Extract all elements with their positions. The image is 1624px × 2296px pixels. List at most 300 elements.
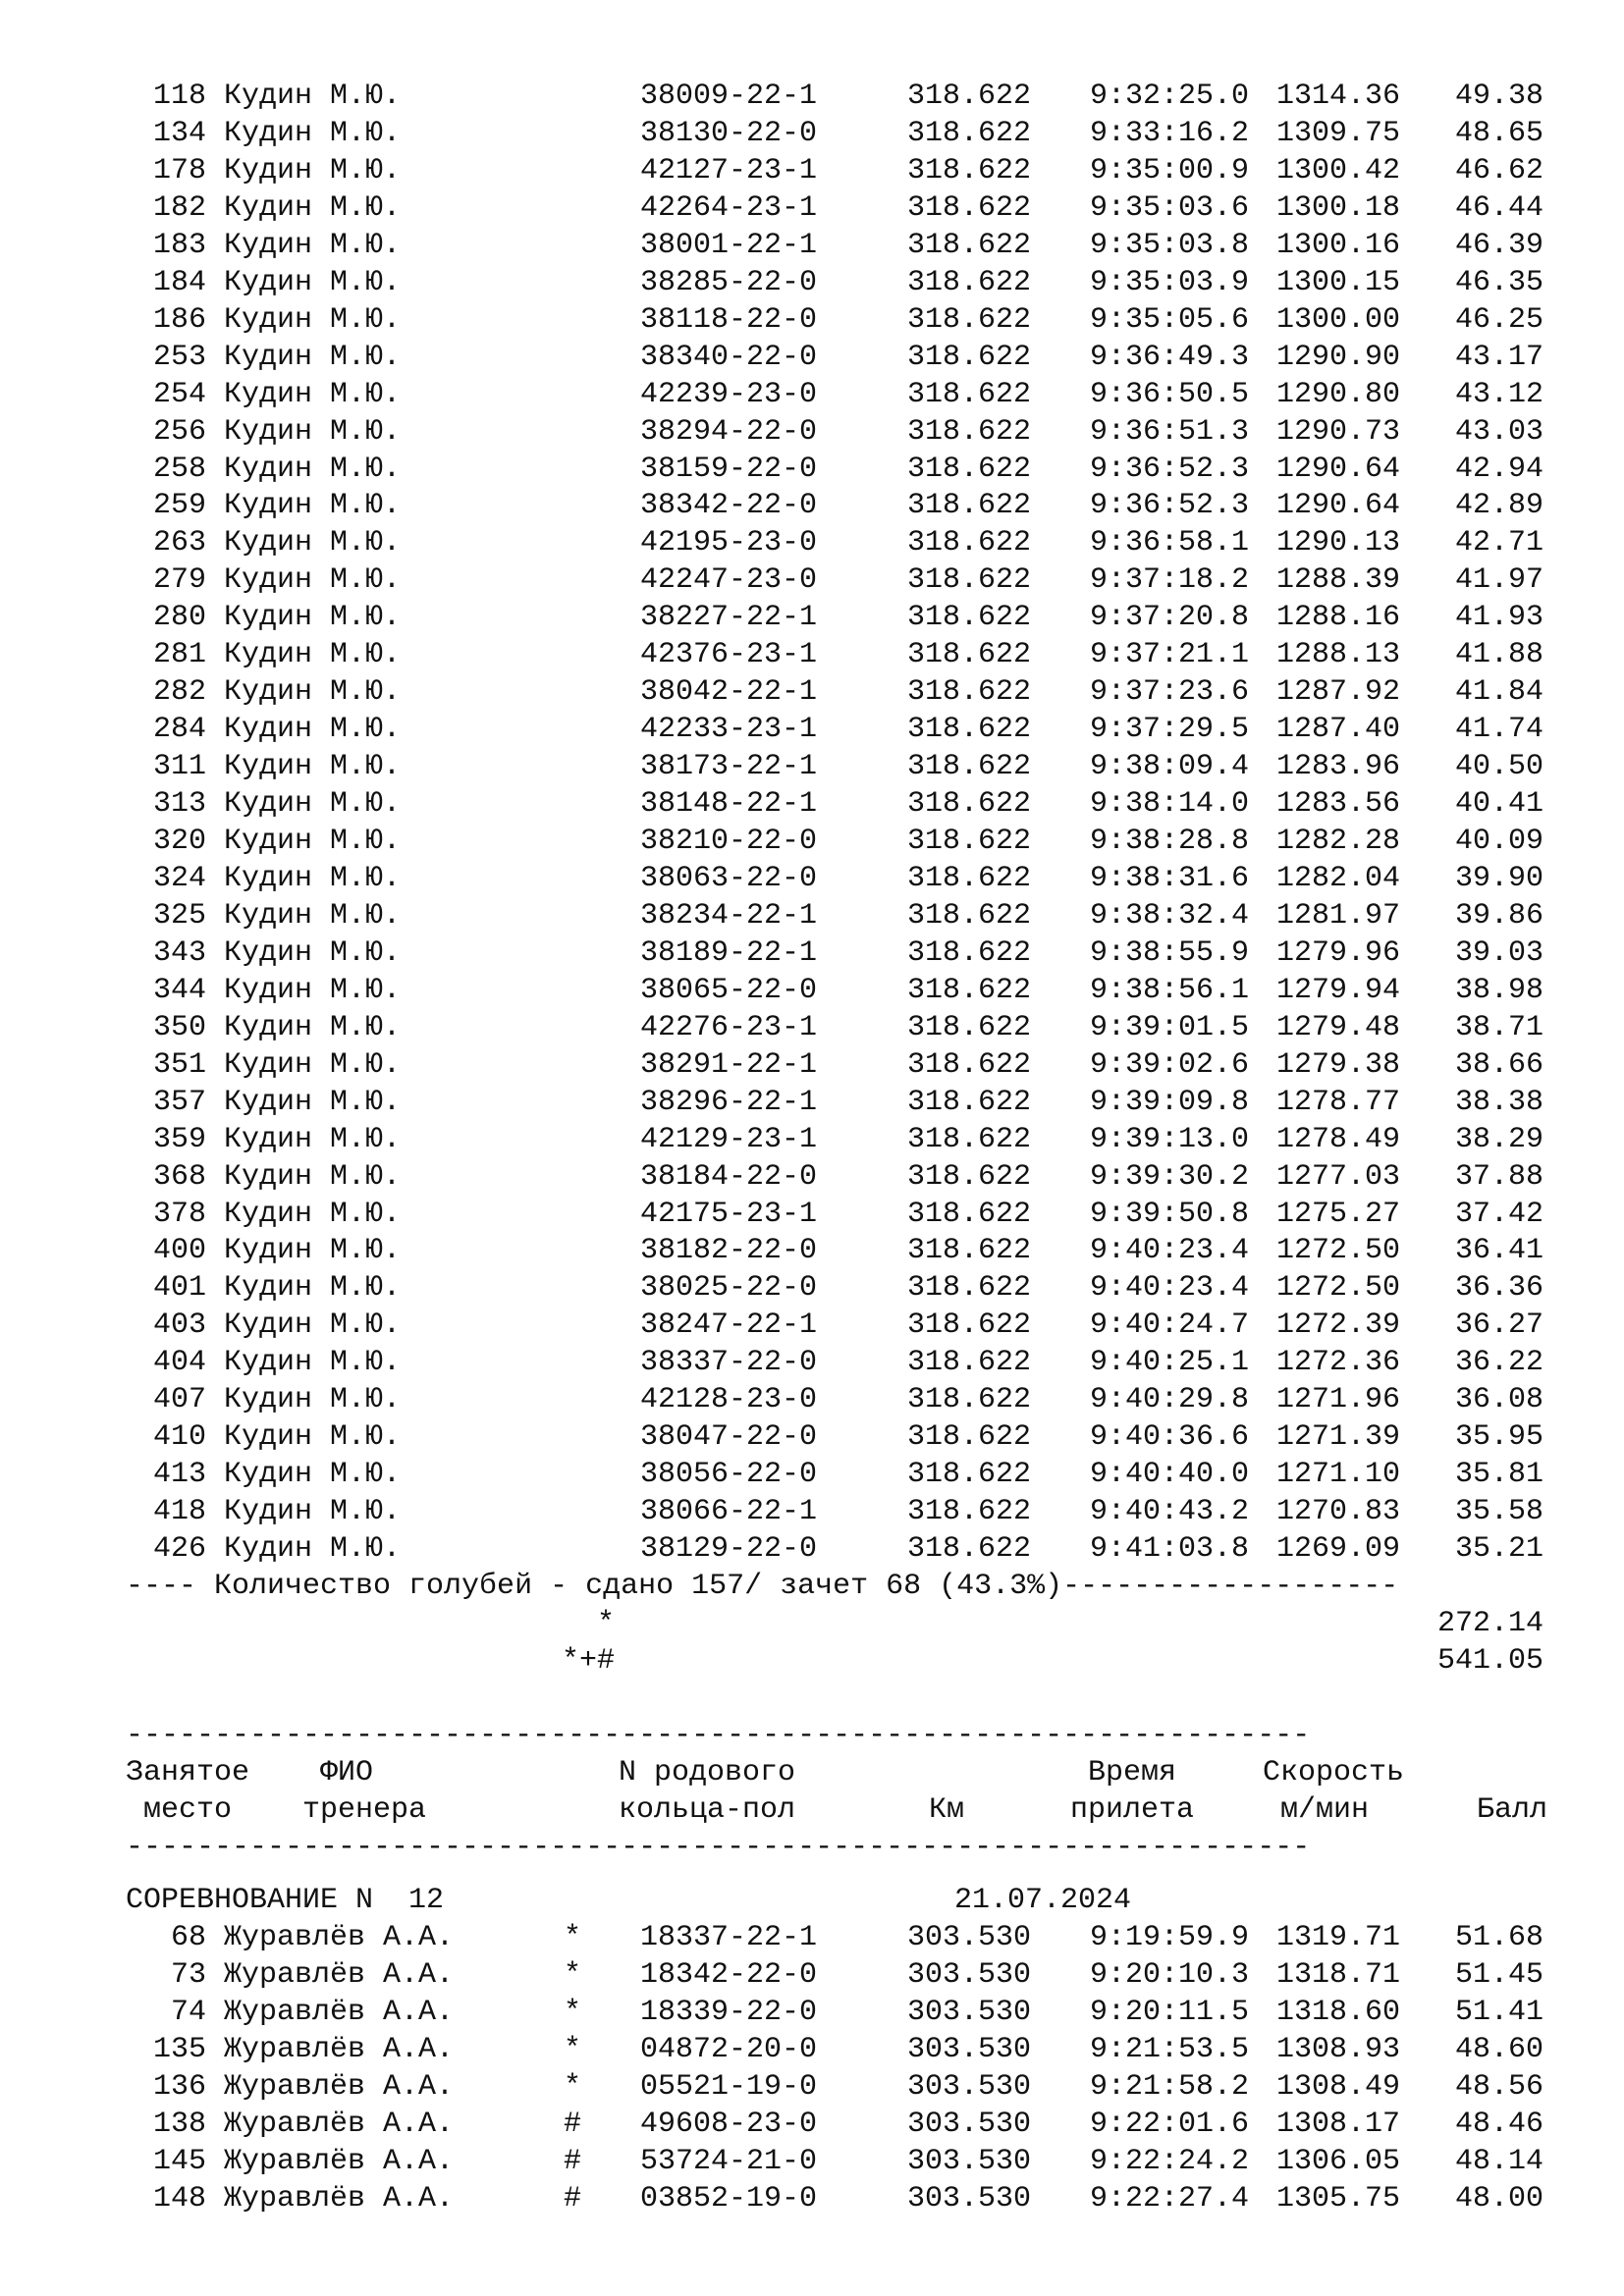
row-points: 40.50	[1454, 750, 1543, 784]
row-ring-number: 38340-22-0	[640, 340, 818, 374]
row-points: 36.22	[1454, 1346, 1543, 1380]
row-arrival-time: 9:36:50.5	[1089, 377, 1249, 411]
row-points: 36.41	[1454, 1234, 1543, 1268]
row-place: 418	[152, 1495, 206, 1529]
row-ring-number: 42129-23-1	[640, 1122, 818, 1156]
row-place: 182	[152, 190, 206, 225]
row-trainer-name: Кудин М.Ю.	[224, 1234, 402, 1268]
combo-summary-value: 541.05	[1436, 1644, 1543, 1678]
row-distance: 303.530	[906, 2108, 1031, 2141]
row-distance: 318.622	[906, 973, 1031, 1007]
row-points: 46.39	[1454, 228, 1543, 262]
row-speed: 1275.27	[1275, 1197, 1400, 1231]
row-trainer-name: Кудин М.Ю.	[224, 973, 402, 1007]
row-trainer-name: Журавлёв А.А.	[224, 1958, 455, 1992]
row-speed: 1290.73	[1275, 414, 1400, 449]
row-distance: 318.622	[906, 713, 1031, 747]
row-speed: 1283.96	[1275, 750, 1400, 784]
row-arrival-time: 9:38:56.1	[1089, 973, 1249, 1007]
header-speed-2: м/мин	[1280, 1793, 1370, 1827]
row-distance: 318.622	[906, 489, 1031, 523]
row-speed: 1272.36	[1275, 1346, 1400, 1380]
row-trainer-name: Журавлёв А.А.	[224, 1996, 455, 2029]
row-distance: 318.622	[906, 825, 1031, 858]
row-ring-number: 38047-22-0	[640, 1420, 818, 1455]
row-place: 403	[152, 1308, 206, 1343]
row-ring-number: 38063-22-0	[640, 861, 818, 895]
row-place: 184	[152, 265, 206, 299]
row-ring-number: 38130-22-0	[640, 116, 818, 150]
row-place: 280	[152, 601, 206, 635]
header-time-2: прилета	[1070, 1793, 1195, 1827]
row-place: 400	[152, 1234, 206, 1268]
row-trainer-name: Кудин М.Ю.	[224, 1458, 402, 1492]
row-distance: 318.622	[906, 190, 1031, 225]
row-speed: 1272.50	[1275, 1271, 1400, 1306]
row-distance: 318.622	[906, 228, 1031, 262]
row-arrival-time: 9:36:52.3	[1089, 452, 1249, 486]
row-trainer-name: Кудин М.Ю.	[224, 1346, 402, 1380]
row-place: 73	[170, 1958, 206, 1992]
row-speed: 1308.49	[1275, 2070, 1400, 2104]
row-points: 48.14	[1454, 2145, 1543, 2178]
row-distance: 318.622	[906, 898, 1031, 933]
row-speed: 1318.71	[1275, 1958, 1400, 1992]
row-place: 135	[152, 2033, 206, 2066]
row-trainer-name: Кудин М.Ю.	[224, 1420, 402, 1455]
row-distance: 318.622	[906, 1085, 1031, 1119]
row-speed: 1287.40	[1275, 713, 1400, 747]
row-trainer-name: Журавлёв А.А.	[224, 2070, 455, 2104]
row-place: 407	[152, 1383, 206, 1417]
row-arrival-time: 9:40:23.4	[1089, 1234, 1249, 1268]
row-speed: 1308.17	[1275, 2108, 1400, 2141]
row-trainer-name: Кудин М.Ю.	[224, 526, 402, 561]
row-arrival-time: 9:35:03.6	[1089, 190, 1249, 225]
row-arrival-time: 9:38:55.9	[1089, 935, 1249, 970]
row-points: 36.27	[1454, 1308, 1543, 1343]
star-summary-label: *	[596, 1607, 615, 1640]
row-place: 186	[152, 302, 206, 337]
row-points: 42.89	[1454, 489, 1543, 523]
row-ring-number: 03852-19-0	[640, 2182, 818, 2216]
row-trainer-name: Кудин М.Ю.	[224, 377, 402, 411]
row-distance: 318.622	[906, 1458, 1031, 1492]
row-place: 359	[152, 1122, 206, 1156]
header-ring: N родового	[619, 1756, 796, 1789]
star-summary-row	[0, 1605, 1543, 1642]
count-summary-line	[0, 1568, 1399, 1605]
row-place: 413	[152, 1458, 206, 1492]
row-ring-number: 38066-22-1	[640, 1495, 818, 1529]
row-arrival-time: 9:38:32.4	[1089, 898, 1249, 933]
row-trainer-name: Кудин М.Ю.	[224, 1085, 402, 1119]
row-ring-number: 38210-22-0	[640, 825, 818, 858]
row-trainer-name: Кудин М.Ю.	[224, 750, 402, 784]
row-arrival-time: 9:21:58.2	[1089, 2070, 1249, 2104]
row-speed: 1308.93	[1275, 2033, 1400, 2066]
row-trainer-name: Кудин М.Ю.	[224, 675, 402, 710]
row-marker: *	[563, 2070, 581, 2104]
header-speed: Скорость	[1263, 1756, 1405, 1789]
row-distance: 318.622	[906, 452, 1031, 486]
row-marker: #	[563, 2182, 581, 2216]
row-distance: 318.622	[906, 1420, 1031, 1455]
separator-line: -------------------------------------------------------------------	[126, 1831, 1311, 1864]
row-place: 178	[152, 153, 206, 187]
competition-title: СОРЕВНОВАНИЕ N 12	[126, 1884, 445, 1917]
combo-summary-label: *+#	[561, 1644, 615, 1678]
star-summary-value: 272.14	[1436, 1607, 1543, 1640]
row-speed: 1279.48	[1275, 1010, 1400, 1044]
row-marker: *	[563, 1958, 581, 1992]
row-distance: 318.622	[906, 1346, 1031, 1380]
row-distance: 303.530	[906, 2070, 1031, 2104]
row-arrival-time: 9:35:03.9	[1089, 265, 1249, 299]
row-trainer-name: Журавлёв А.А.	[224, 2033, 455, 2066]
row-place: 426	[152, 1532, 206, 1567]
row-trainer-name: Кудин М.Ю.	[224, 638, 402, 672]
row-points: 39.03	[1454, 935, 1543, 970]
row-arrival-time: 9:32:25.0	[1089, 80, 1249, 113]
row-distance: 303.530	[906, 1958, 1031, 1992]
row-points: 39.90	[1454, 861, 1543, 895]
count-summary-text: ---- Количество голубей - сдано 157/ зачет 68 (43.3%)-------------------	[126, 1570, 1399, 1603]
row-points: 37.42	[1454, 1197, 1543, 1231]
row-distance: 318.622	[906, 1308, 1031, 1343]
row-points: 35.21	[1454, 1532, 1543, 1567]
row-speed: 1279.96	[1275, 935, 1400, 970]
row-points: 48.56	[1454, 2070, 1543, 2104]
table-header-row-2	[0, 1791, 1548, 1829]
row-distance: 318.622	[906, 265, 1031, 299]
row-arrival-time: 9:35:03.8	[1089, 228, 1249, 262]
row-place: 259	[152, 489, 206, 523]
row-distance: 318.622	[906, 1234, 1031, 1268]
row-arrival-time: 9:22:27.4	[1089, 2182, 1249, 2216]
row-ring-number: 38042-22-1	[640, 675, 818, 710]
row-points: 43.03	[1454, 414, 1543, 449]
row-arrival-time: 9:37:18.2	[1089, 563, 1249, 598]
row-trainer-name: Кудин М.Ю.	[224, 1047, 402, 1082]
row-place: 281	[152, 638, 206, 672]
row-speed: 1282.28	[1275, 825, 1400, 858]
row-trainer-name: Журавлёв А.А.	[224, 1921, 455, 1954]
row-trainer-name: Кудин М.Ю.	[224, 601, 402, 635]
header-time: Время	[1088, 1756, 1177, 1789]
row-place: 357	[152, 1085, 206, 1119]
row-arrival-time: 9:35:05.6	[1089, 302, 1249, 337]
row-speed: 1290.13	[1275, 526, 1400, 561]
row-arrival-time: 9:40:40.0	[1089, 1458, 1249, 1492]
row-arrival-time: 9:40:25.1	[1089, 1346, 1249, 1380]
row-distance: 318.622	[906, 1197, 1031, 1231]
row-speed: 1269.09	[1275, 1532, 1400, 1567]
header-place-2: место	[143, 1793, 233, 1827]
row-points: 46.62	[1454, 153, 1543, 187]
table-header-row-1	[0, 1754, 1405, 1791]
row-place: 253	[152, 340, 206, 374]
row-marker: #	[563, 2108, 581, 2141]
row-trainer-name: Журавлёв А.А.	[224, 2182, 455, 2216]
row-ring-number: 42175-23-1	[640, 1197, 818, 1231]
row-speed: 1290.80	[1275, 377, 1400, 411]
row-points: 38.66	[1454, 1047, 1543, 1082]
row-speed: 1278.49	[1275, 1122, 1400, 1156]
row-arrival-time: 9:21:53.5	[1089, 2033, 1249, 2066]
row-speed: 1306.05	[1275, 2145, 1400, 2178]
row-points: 37.88	[1454, 1159, 1543, 1194]
row-speed: 1305.75	[1275, 2182, 1400, 2216]
row-distance: 318.622	[906, 1010, 1031, 1044]
row-points: 41.84	[1454, 675, 1543, 710]
competition-title-row	[0, 1882, 1132, 1919]
row-arrival-time: 9:37:21.1	[1089, 638, 1249, 672]
row-points: 39.86	[1454, 898, 1543, 933]
row-distance: 318.622	[906, 414, 1031, 449]
row-trainer-name: Кудин М.Ю.	[224, 1271, 402, 1306]
row-ring-number: 38342-22-0	[640, 489, 818, 523]
row-distance: 318.622	[906, 1495, 1031, 1529]
row-ring-number: 18339-22-0	[640, 1996, 818, 2029]
row-points: 41.88	[1454, 638, 1543, 672]
row-distance: 318.622	[906, 153, 1031, 187]
row-trainer-name: Кудин М.Ю.	[224, 153, 402, 187]
row-speed: 1288.16	[1275, 601, 1400, 635]
row-trainer-name: Кудин М.Ю.	[224, 1159, 402, 1194]
row-ring-number: 49608-23-0	[640, 2108, 818, 2141]
row-place: 325	[152, 898, 206, 933]
header-place: Занятое	[126, 1756, 250, 1789]
row-points: 36.36	[1454, 1271, 1543, 1306]
row-speed: 1300.15	[1275, 265, 1400, 299]
row-arrival-time: 9:36:49.3	[1089, 340, 1249, 374]
row-ring-number: 38148-22-1	[640, 787, 818, 822]
row-marker: *	[563, 1996, 581, 2029]
row-points: 49.38	[1454, 80, 1543, 113]
row-arrival-time: 9:37:23.6	[1089, 675, 1249, 710]
row-ring-number: 38025-22-0	[640, 1271, 818, 1306]
row-speed: 1300.16	[1275, 228, 1400, 262]
header-bottom-separator	[0, 1829, 1311, 1866]
row-trainer-name: Кудин М.Ю.	[224, 861, 402, 895]
row-arrival-time: 9:36:51.3	[1089, 414, 1249, 449]
row-trainer-name: Кудин М.Ю.	[224, 1495, 402, 1529]
row-speed: 1300.42	[1275, 153, 1400, 187]
row-trainer-name: Кудин М.Ю.	[224, 190, 402, 225]
row-arrival-time: 9:40:43.2	[1089, 1495, 1249, 1529]
row-points: 42.94	[1454, 452, 1543, 486]
row-distance: 318.622	[906, 750, 1031, 784]
row-distance: 318.622	[906, 1532, 1031, 1567]
row-speed: 1290.90	[1275, 340, 1400, 374]
row-points: 38.29	[1454, 1122, 1543, 1156]
row-ring-number: 38294-22-0	[640, 414, 818, 449]
row-points: 41.93	[1454, 601, 1543, 635]
row-arrival-time: 9:40:29.8	[1089, 1383, 1249, 1417]
row-speed: 1290.64	[1275, 489, 1400, 523]
row-trainer-name: Кудин М.Ю.	[224, 1010, 402, 1044]
row-points: 40.09	[1454, 825, 1543, 858]
row-place: 145	[152, 2145, 206, 2178]
header-points: Балл	[1477, 1793, 1548, 1827]
row-ring-number: 38227-22-1	[640, 601, 818, 635]
row-place: 378	[152, 1197, 206, 1231]
row-trainer-name: Кудин М.Ю.	[224, 489, 402, 523]
row-points: 51.41	[1454, 1996, 1543, 2029]
row-place: 148	[152, 2182, 206, 2216]
row-trainer-name: Кудин М.Ю.	[224, 1383, 402, 1417]
row-ring-number: 04872-20-0	[640, 2033, 818, 2066]
row-ring-number: 38296-22-1	[640, 1085, 818, 1119]
row-arrival-time: 9:33:16.2	[1089, 116, 1249, 150]
row-arrival-time: 9:40:24.7	[1089, 1308, 1249, 1343]
row-points: 38.98	[1454, 973, 1543, 1007]
row-ring-number: 38285-22-0	[640, 265, 818, 299]
row-place: 404	[152, 1346, 206, 1380]
row-points: 35.58	[1454, 1495, 1543, 1529]
row-ring-number: 42127-23-1	[640, 153, 818, 187]
row-arrival-time: 9:38:09.4	[1089, 750, 1249, 784]
row-speed: 1288.39	[1275, 563, 1400, 598]
row-trainer-name: Кудин М.Ю.	[224, 1532, 402, 1567]
row-arrival-time: 9:22:24.2	[1089, 2145, 1249, 2178]
row-place: 74	[170, 1996, 206, 2029]
row-distance: 318.622	[906, 1383, 1031, 1417]
row-trainer-name: Кудин М.Ю.	[224, 80, 402, 113]
row-distance: 318.622	[906, 638, 1031, 672]
row-distance: 318.622	[906, 377, 1031, 411]
row-arrival-time: 9:37:20.8	[1089, 601, 1249, 635]
row-distance: 318.622	[906, 601, 1031, 635]
row-distance: 318.622	[906, 80, 1031, 113]
header-ring-2: кольца-пол	[619, 1793, 796, 1827]
row-speed: 1319.71	[1275, 1921, 1400, 1954]
row-place: 254	[152, 377, 206, 411]
row-points: 46.25	[1454, 302, 1543, 337]
row-trainer-name: Кудин М.Ю.	[224, 116, 402, 150]
row-arrival-time: 9:39:13.0	[1089, 1122, 1249, 1156]
row-place: 136	[152, 2070, 206, 2104]
row-speed: 1314.36	[1275, 80, 1400, 113]
row-distance: 318.622	[906, 1159, 1031, 1194]
row-place: 313	[152, 787, 206, 822]
row-points: 48.60	[1454, 2033, 1543, 2066]
row-ring-number: 38129-22-0	[640, 1532, 818, 1567]
row-arrival-time: 9:38:31.6	[1089, 861, 1249, 895]
combo-summary-row	[0, 1642, 1543, 1680]
row-arrival-time: 9:39:09.8	[1089, 1085, 1249, 1119]
competition-date: 21.07.2024	[954, 1884, 1132, 1917]
row-ring-number: 42195-23-0	[640, 526, 818, 561]
row-arrival-time: 9:38:28.8	[1089, 825, 1249, 858]
row-place: 344	[152, 973, 206, 1007]
row-marker: *	[563, 1921, 581, 1954]
row-trainer-name: Кудин М.Ю.	[224, 228, 402, 262]
row-arrival-time: 9:36:58.1	[1089, 526, 1249, 561]
row-ring-number: 42233-23-1	[640, 713, 818, 747]
row-ring-number: 18342-22-0	[640, 1958, 818, 1992]
row-points: 35.95	[1454, 1420, 1543, 1455]
row-place: 343	[152, 935, 206, 970]
row-trainer-name: Кудин М.Ю.	[224, 1122, 402, 1156]
row-points: 36.08	[1454, 1383, 1543, 1417]
row-marker: *	[563, 2033, 581, 2066]
row-trainer-name: Кудин М.Ю.	[224, 787, 402, 822]
row-trainer-name: Кудин М.Ю.	[224, 825, 402, 858]
row-distance: 318.622	[906, 302, 1031, 337]
row-place: 284	[152, 713, 206, 747]
row-ring-number: 42239-23-0	[640, 377, 818, 411]
row-distance: 318.622	[906, 563, 1031, 598]
row-speed: 1271.39	[1275, 1420, 1400, 1455]
row-place: 68	[170, 1921, 206, 1954]
row-points: 38.38	[1454, 1085, 1543, 1119]
row-trainer-name: Кудин М.Ю.	[224, 1197, 402, 1231]
row-distance: 318.622	[906, 1271, 1031, 1306]
row-speed: 1287.92	[1275, 675, 1400, 710]
row-distance: 318.622	[906, 935, 1031, 970]
row-distance: 303.530	[906, 1921, 1031, 1954]
row-ring-number: 18337-22-1	[640, 1921, 818, 1954]
row-speed: 1288.13	[1275, 638, 1400, 672]
row-points: 46.35	[1454, 265, 1543, 299]
row-ring-number: 42247-23-0	[640, 563, 818, 598]
row-arrival-time: 9:38:14.0	[1089, 787, 1249, 822]
row-ring-number: 38189-22-1	[640, 935, 818, 970]
row-arrival-time: 9:40:23.4	[1089, 1271, 1249, 1306]
row-distance: 303.530	[906, 2033, 1031, 2066]
row-speed: 1278.77	[1275, 1085, 1400, 1119]
row-ring-number: 38009-22-1	[640, 80, 818, 113]
row-trainer-name: Кудин М.Ю.	[224, 340, 402, 374]
row-ring-number: 05521-19-0	[640, 2070, 818, 2104]
row-distance: 318.622	[906, 340, 1031, 374]
row-place: 368	[152, 1159, 206, 1194]
row-ring-number: 42264-23-1	[640, 190, 818, 225]
row-distance: 318.622	[906, 861, 1031, 895]
row-place: 282	[152, 675, 206, 710]
row-trainer-name: Журавлёв А.А.	[224, 2145, 455, 2178]
row-speed: 1300.18	[1275, 190, 1400, 225]
row-speed: 1279.94	[1275, 973, 1400, 1007]
row-place: 350	[152, 1010, 206, 1044]
row-speed: 1318.60	[1275, 1996, 1400, 2029]
row-arrival-time: 9:36:52.3	[1089, 489, 1249, 523]
row-speed: 1270.83	[1275, 1495, 1400, 1529]
row-ring-number: 38001-22-1	[640, 228, 818, 262]
row-speed: 1309.75	[1275, 116, 1400, 150]
row-points: 48.65	[1454, 116, 1543, 150]
row-trainer-name: Кудин М.Ю.	[224, 452, 402, 486]
row-ring-number: 38291-22-1	[640, 1047, 818, 1082]
row-trainer-name: Кудин М.Ю.	[224, 265, 402, 299]
row-marker: #	[563, 2145, 581, 2178]
row-trainer-name: Журавлёв А.А.	[224, 2108, 455, 2141]
row-arrival-time: 9:40:36.6	[1089, 1420, 1249, 1455]
row-ring-number: 38234-22-1	[640, 898, 818, 933]
row-points: 41.74	[1454, 713, 1543, 747]
row-speed: 1282.04	[1275, 861, 1400, 895]
row-points: 41.97	[1454, 563, 1543, 598]
row-arrival-time: 9:37:29.5	[1089, 713, 1249, 747]
row-distance: 303.530	[906, 1996, 1031, 2029]
row-arrival-time: 9:39:30.2	[1089, 1159, 1249, 1194]
row-speed: 1277.03	[1275, 1159, 1400, 1194]
row-place: 118	[152, 80, 206, 113]
row-points: 48.46	[1454, 2108, 1543, 2141]
row-ring-number: 38337-22-0	[640, 1346, 818, 1380]
